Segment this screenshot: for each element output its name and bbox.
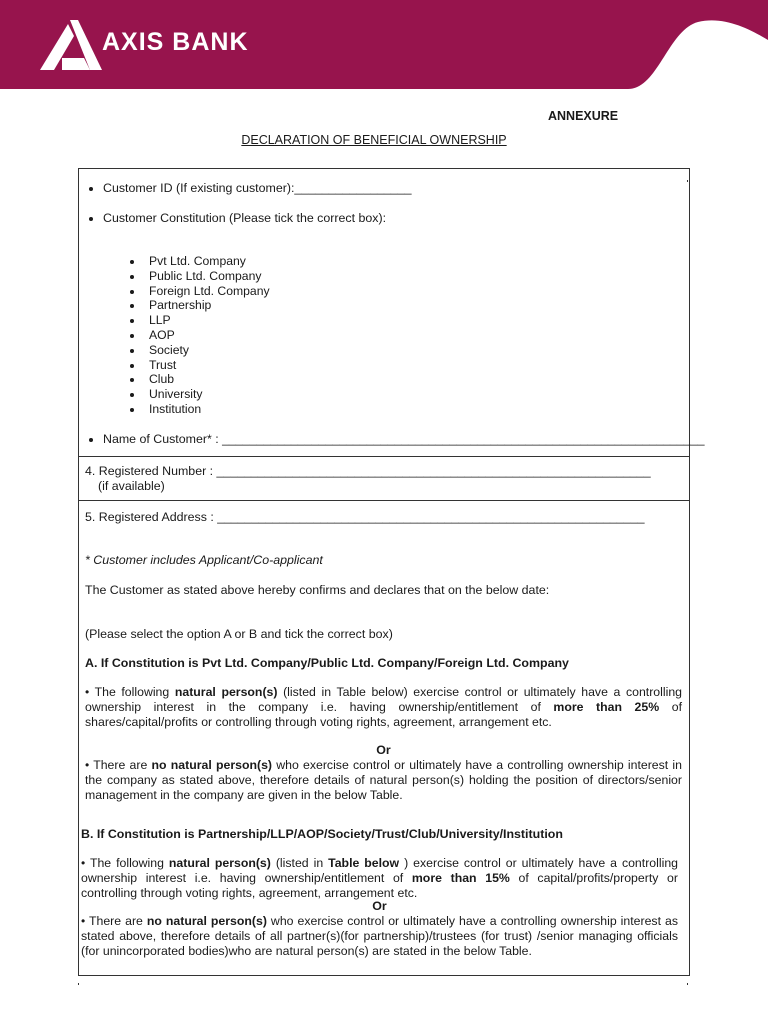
document-title: DECLARATION OF BENEFICIAL OWNERSHIP	[241, 133, 507, 147]
text: who exercise control or ultimately have a controlling ownership interest as stated above, therefore details of all partner(s)(for partnership)/trustees (for trust) /senior managing officials (for unincorporated bodies)who are natural person(s) are stated in the below Table.	[81, 914, 678, 958]
constitution-option[interactable]: Trust	[149, 358, 270, 373]
constitution-option[interactable]: Club	[149, 372, 270, 387]
header-curve-shape	[628, 0, 768, 89]
registered-address-field[interactable]: 5. Registered Address : ______________________________________________________________	[85, 510, 645, 524]
section-a-option-2[interactable]	[85, 758, 682, 802]
text: (listed in	[270, 856, 329, 870]
constitution-option[interactable]: Foreign Ltd. Company	[149, 283, 270, 298]
text: who exercise control or ultimately have a controlling ownership interest in the company as stated above, therefore details of natural person(s) holding the position of directors/senior management in the company are given in the below Table.	[85, 758, 682, 802]
text: of shares/capital/profits or controlling through voting rights, agreement, arrangement etc.	[85, 699, 682, 729]
confirm-text: The Customer as stated above hereby confirms and declares that on the below date:	[85, 583, 550, 597]
corner-mark	[687, 983, 688, 985]
text: more than 25%	[553, 699, 660, 714]
text: natural person(s)	[168, 856, 271, 870]
text: of capital/profits/property or controlling through voting rights, agreement, arrangement etc.	[81, 870, 678, 900]
section-b-option-2[interactable]	[81, 914, 678, 958]
text: There are	[93, 758, 152, 772]
constitution-label: Customer Constitution (Please tick the correct box):	[103, 211, 387, 225]
text: natural person(s)	[174, 685, 278, 699]
section-a-heading: A. If Constitution is Pvt Ltd. Company/Public Ltd. Company/Foreign Ltd. Company	[85, 656, 569, 670]
corner-mark	[687, 180, 688, 182]
axis-bank-logo	[40, 20, 249, 70]
select-instruction: (Please select the option A or B and tick the correct box)	[85, 627, 393, 641]
bullet-icon: •	[81, 856, 86, 870]
corner-mark	[78, 983, 79, 985]
text: no natural person(s)	[146, 914, 267, 928]
section-a-option-1[interactable]	[85, 685, 682, 729]
header-banner	[0, 0, 768, 89]
bullet-icon: •	[81, 914, 86, 928]
text: There are	[88, 914, 147, 928]
annexure-label: ANNEXURE	[548, 109, 619, 123]
name-of-customer-field[interactable]: Name of Customer* : ______________________________________________________________________	[103, 432, 705, 446]
text: ) exercise control or ultimately have a controlling ownership interest i.e. having ownership/entitlement of	[81, 856, 678, 885]
constitution-option[interactable]: Pvt Ltd. Company	[149, 254, 270, 269]
registered-number-note: (if available)	[98, 479, 165, 493]
section-b-heading: B. If Constitution is Partnership/LLP/AOP/Society/Trust/Club/University/Institution	[81, 827, 563, 841]
section-b-option-1[interactable]	[81, 856, 678, 900]
brand-name: AXIS BANK	[102, 27, 249, 56]
bullet-icon: •	[85, 685, 90, 699]
axis-logo-mark-icon	[40, 20, 102, 70]
divider	[79, 456, 689, 457]
section-b-or: Or	[372, 899, 387, 913]
constitution-option[interactable]: Public Ltd. Company	[149, 269, 270, 284]
constitution-option[interactable]: Partnership	[149, 298, 270, 313]
constitution-option[interactable]: University	[149, 387, 270, 402]
constitution-options-list	[149, 254, 270, 417]
constitution-option[interactable]: Society	[149, 343, 270, 358]
text: Table below	[328, 856, 400, 870]
section-a-or: Or	[376, 743, 391, 757]
constitution-option[interactable]: Institution	[149, 402, 270, 417]
text: (listed in Table below) exercise control or ultimately have a controlling ownership interest in the company i.e. having ownership/entitlement of	[85, 685, 683, 714]
constitution-option[interactable]: AOP	[149, 328, 270, 343]
text: The following	[94, 685, 175, 699]
text: no natural person(s)	[151, 758, 273, 772]
constitution-option[interactable]: LLP	[149, 313, 270, 328]
bullet-icon: •	[85, 758, 90, 772]
customer-id-field[interactable]: Customer ID (If existing customer):_________________	[103, 181, 412, 195]
customer-note: * Customer includes Applicant/Co-applicant	[85, 553, 323, 567]
divider	[79, 500, 689, 501]
registered-number-field[interactable]: 4. Registered Number : _______________________________________________________________	[85, 464, 651, 478]
text: The following	[89, 856, 169, 870]
text: more than 15%	[411, 870, 510, 885]
